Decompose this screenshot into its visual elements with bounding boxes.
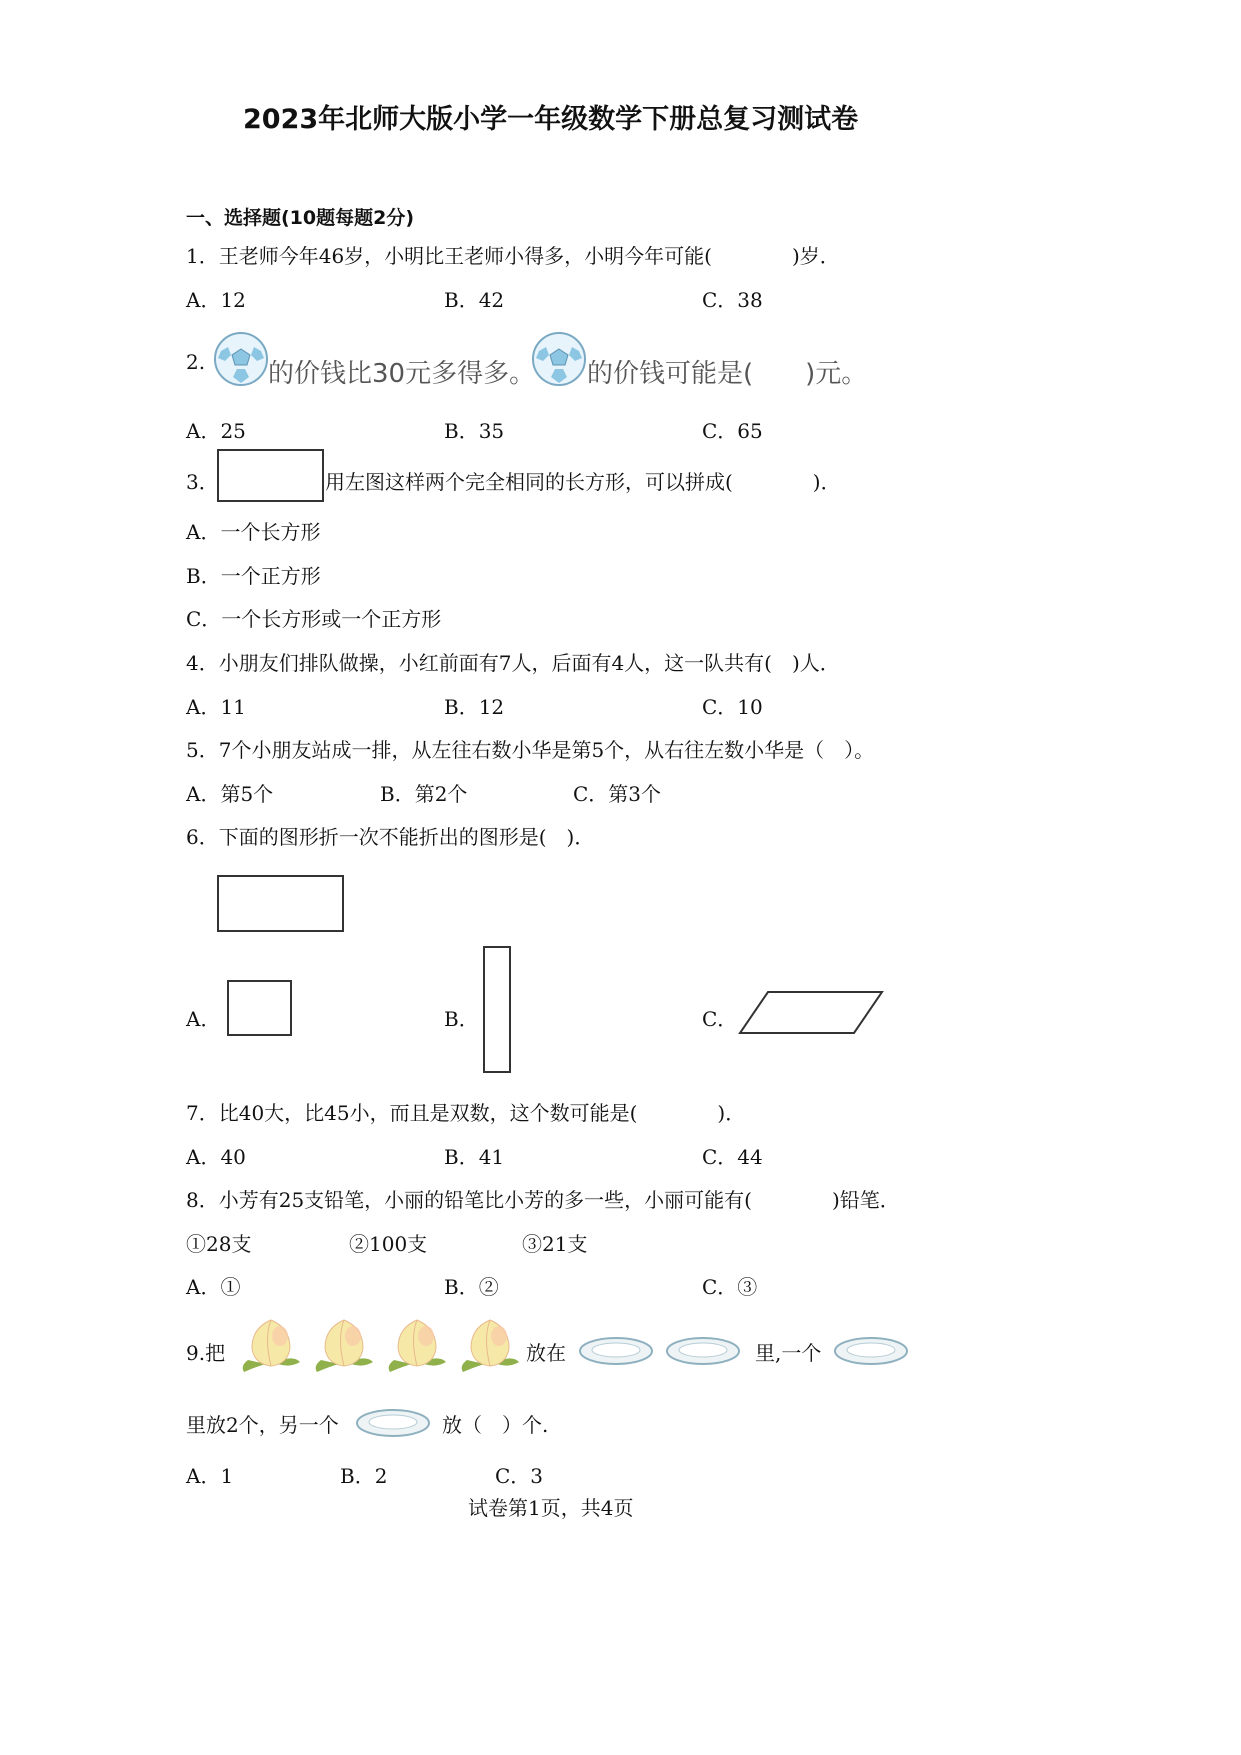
q3-option-b[interactable]: B．一个正方形	[186, 564, 321, 588]
question-1: 1．王老师今年46岁，小明比王老师小得多，小明今年可能( )岁．	[186, 244, 840, 268]
plate-icon	[354, 1406, 432, 1440]
q9-option-b[interactable]: B．2	[340, 1464, 388, 1488]
q8-choice-3: ③21支	[522, 1232, 588, 1256]
question-3-number: 3．	[186, 470, 219, 494]
football-icon	[213, 331, 269, 387]
question-2-text-1: 的价钱比30元多得多。	[268, 359, 536, 389]
question-9-text-1: 9.把	[186, 1341, 226, 1365]
section-heading: 一、选择题(10题每题2分)	[186, 207, 415, 229]
peach-icon	[384, 1316, 450, 1374]
q7-option-b[interactable]: B．41	[444, 1145, 505, 1169]
q6-option-b[interactable]: B．	[444, 1007, 479, 1031]
q9-option-a[interactable]: A．1	[186, 1464, 234, 1488]
q4-option-a[interactable]: A．11	[186, 695, 246, 719]
q9-option-c[interactable]: C．3	[495, 1464, 544, 1488]
q8-choice-2: ②100支	[349, 1232, 428, 1256]
plate-icon	[577, 1334, 655, 1368]
square-figure	[227, 980, 292, 1036]
q1-option-c[interactable]: C．38	[702, 288, 763, 312]
tall-rectangle-figure	[483, 946, 511, 1073]
question-5: 5．7个小朋友站成一排，从左往右数小华是第5个，从右往左数小华是（ ）。	[186, 738, 875, 762]
q5-option-b[interactable]: B．第2个	[380, 782, 468, 806]
question-9-text-3: 里,一个	[755, 1341, 822, 1365]
q8-option-c[interactable]: C．③	[702, 1275, 758, 1299]
q7-option-a[interactable]: A．40	[186, 1145, 246, 1169]
rectangle-figure	[217, 449, 324, 502]
q2-option-a[interactable]: A．25	[186, 419, 246, 443]
q8-option-a[interactable]: A．①	[186, 1275, 241, 1299]
q2-option-c[interactable]: C．65	[702, 419, 763, 443]
q7-option-c[interactable]: C．44	[702, 1145, 763, 1169]
q1-option-b[interactable]: B．42	[444, 288, 505, 312]
plate-icon	[832, 1334, 910, 1368]
q3-option-a[interactable]: A．一个长方形	[186, 520, 321, 544]
q3-option-c[interactable]: C．一个长方形或一个正方形	[186, 607, 442, 631]
question-9-text-4: 里放2个，另一个	[186, 1413, 339, 1437]
q4-option-b[interactable]: B．12	[444, 695, 505, 719]
q8-choice-1: ①28支	[186, 1232, 252, 1256]
q1-option-a[interactable]: A．12	[186, 288, 246, 312]
q2-option-b[interactable]: B．35	[444, 419, 505, 443]
question-2-number: 2.	[186, 350, 206, 374]
peach-icon	[238, 1316, 304, 1374]
question-8: 8．小芳有25支铅笔，小丽的铅笔比小芳的多一些，小丽可能有( )铅笔．	[186, 1188, 900, 1212]
q4-option-c[interactable]: C．10	[702, 695, 763, 719]
q8-option-b[interactable]: B．②	[444, 1275, 499, 1299]
source-rectangle-figure	[217, 875, 344, 932]
question-4: 4．小朋友们排队做操，小红前面有7人，后面有4人，这一队共有( )人．	[186, 651, 840, 675]
page-title: 2023年北师大版小学一年级数学下册总复习测试卷	[243, 104, 859, 135]
question-9-text-2: 放在	[526, 1341, 566, 1365]
question-2-text-2: 的价钱可能是( )元。	[587, 359, 868, 389]
q5-option-c[interactable]: C．第3个	[573, 782, 662, 806]
question-3-text: 用左图这样两个完全相同的长方形，可以拼成( )．	[325, 470, 841, 494]
peach-icon	[311, 1316, 377, 1374]
q6-option-a[interactable]: A．	[186, 1007, 221, 1031]
football-icon	[531, 331, 587, 387]
plate-icon	[664, 1334, 742, 1368]
page-footer: 试卷第1页，共4页	[468, 1496, 634, 1520]
peach-icon	[457, 1316, 523, 1374]
question-6: 6．下面的图形折一次不能折出的图形是( )．	[186, 825, 595, 849]
q5-option-a[interactable]: A．第5个	[186, 782, 274, 806]
question-9-text-5: 放（ ）个.	[442, 1413, 549, 1437]
question-7: 7．比40大，比45小，而且是双数，这个数可能是( )．	[186, 1101, 746, 1125]
parallelogram-figure	[738, 988, 886, 1038]
q6-option-c[interactable]: C．	[702, 1007, 738, 1031]
